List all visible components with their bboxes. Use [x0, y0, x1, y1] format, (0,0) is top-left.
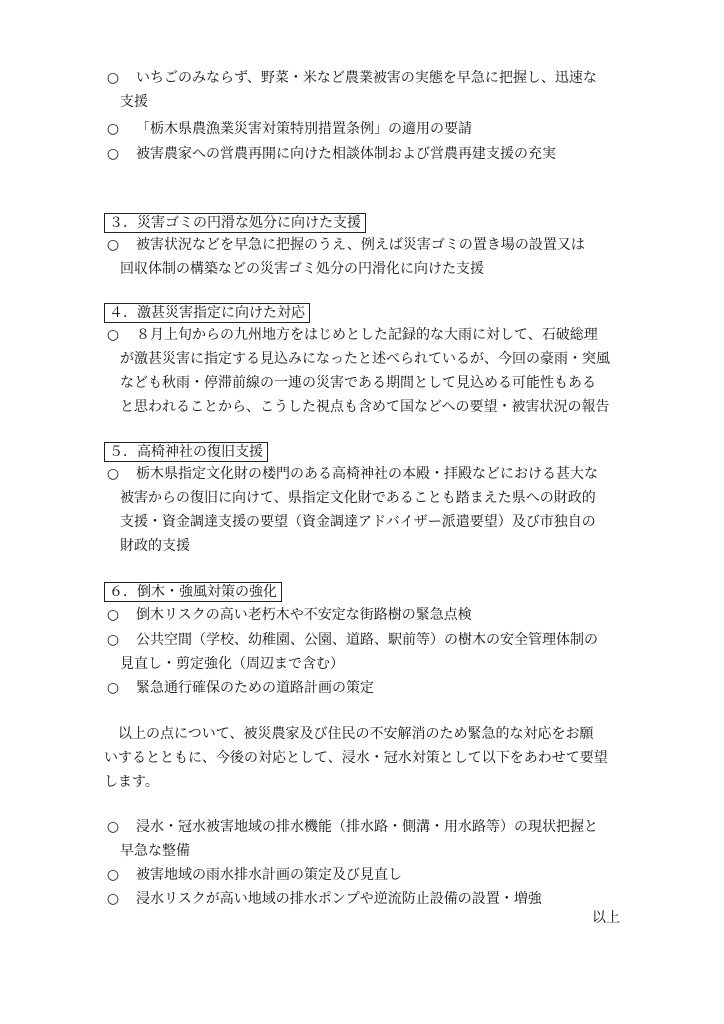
list-item-text: 回収体制の構築などの災害ゴミ処分の円滑化に向けた支援 [120, 261, 484, 277]
bullet-circle-icon: ○ [106, 466, 120, 482]
list-item-text: と思われることから、こうした視点も含めて国などへの要望・被害状況の報告 [120, 399, 610, 415]
list-item-text: 緊急通行確保のための道路計画の策定 [136, 680, 374, 696]
list-item-text: 被害農家への営農再開に向けた相談体制および営農再建支援の充実 [136, 146, 556, 162]
bullet-circle-icon: ○ [106, 121, 120, 137]
bullet-circle-icon: ○ [106, 632, 120, 648]
list-item-text: 「栃木県農漁業災害対策特別措置条例」の適用の要請 [136, 121, 472, 137]
section-heading: ５．高椅神社の復旧支援 [104, 442, 268, 462]
list-item [106, 233, 626, 281]
list-item-text: 支援・資金調達支援の要望（資金調達アドバイザー派遣要望）及び市独自の [120, 514, 596, 530]
list-item [106, 815, 626, 863]
list-item-text: 財政的支援 [120, 538, 190, 554]
bullet-circle-icon: ○ [106, 237, 120, 253]
list-item-text: 公共空間（学校、幼稚園、公園、道路、駅前等）の樹木の安全管理体制の [136, 632, 598, 648]
list-item [106, 323, 626, 419]
paragraph-line: 以上の点について、被災農家及び住民の不安解消のため緊急的な対応をお願 [118, 726, 594, 742]
bullet-circle-icon: ○ [106, 680, 120, 696]
list-item-text: 見直し・剪定強化（周辺まで含む） [120, 656, 344, 672]
paragraph-line: いするとともに、今後の対応として、浸水・冠水対策として以下をあわせて要望 [104, 750, 608, 766]
list-item [106, 462, 626, 558]
end-mark: 以上 [592, 910, 620, 926]
section-heading: ６．倒木・強風対策の強化 [104, 582, 282, 602]
list-item-text: ８月上旬からの九州地方をはじめとした記録的な大雨に対して、石破総理 [136, 327, 598, 343]
list-item [106, 142, 626, 166]
bullet-circle-icon: ○ [106, 607, 120, 623]
list-item [106, 603, 626, 627]
section-heading: ４．激甚災害指定に向けた対応 [104, 303, 310, 323]
list-item-text: 早急な整備 [120, 843, 190, 859]
list-item [106, 863, 626, 887]
bullet-circle-icon: ○ [106, 327, 120, 343]
list-item-text: 倒木リスクの高い老朽木や不安定な街路樹の緊急点検 [136, 607, 472, 623]
list-item-text: いちごのみならず、野菜・米など農業被害の実態を早急に把握し、迅速な [136, 70, 597, 86]
list-item [106, 676, 626, 700]
bullet-circle-icon: ○ [106, 867, 120, 883]
list-item-text: 支援 [120, 94, 148, 110]
paragraph-line: します。 [104, 774, 159, 790]
section-heading: ３．災害ゴミの円滑な処分に向けた支援 [104, 213, 366, 233]
list-item-text: 被害地域の雨水排水計画の策定及び見直し [136, 867, 402, 883]
list-item-text: が激甚災害に指定する見込みになったと述べられているが、今回の豪雨・突風 [120, 351, 610, 367]
list-item-text: 浸水・冠水被害地域の排水機能（排水路・側溝・用水路等）の現状把握と [136, 819, 598, 835]
list-item-text: 被害からの復旧に向けて、県指定文化財であることも踏まえた県への財政的 [120, 490, 596, 506]
list-item-text: 栃木県指定文化財の楼門のある高椅神社の本殿・拝殿などにおける甚大な [136, 466, 598, 482]
list-item-text: 浸水リスクが高い地域の排水ポンプや逆流防止設備の設置・増強 [136, 891, 542, 907]
list-item [106, 117, 626, 141]
bullet-circle-icon: ○ [106, 819, 120, 835]
list-item [106, 887, 626, 911]
bullet-circle-icon: ○ [106, 70, 120, 86]
list-item-text: なども秋雨・停滞前線の一連の災害である期間として見込める可能性もある [120, 375, 596, 391]
bullet-circle-icon: ○ [106, 146, 120, 162]
bullet-circle-icon: ○ [106, 891, 120, 907]
list-item-text: 被害状況などを早急に把握のうえ、例えば災害ゴミの置き場の設置又は [136, 237, 585, 253]
list-item [106, 628, 626, 676]
list-item [106, 66, 626, 114]
